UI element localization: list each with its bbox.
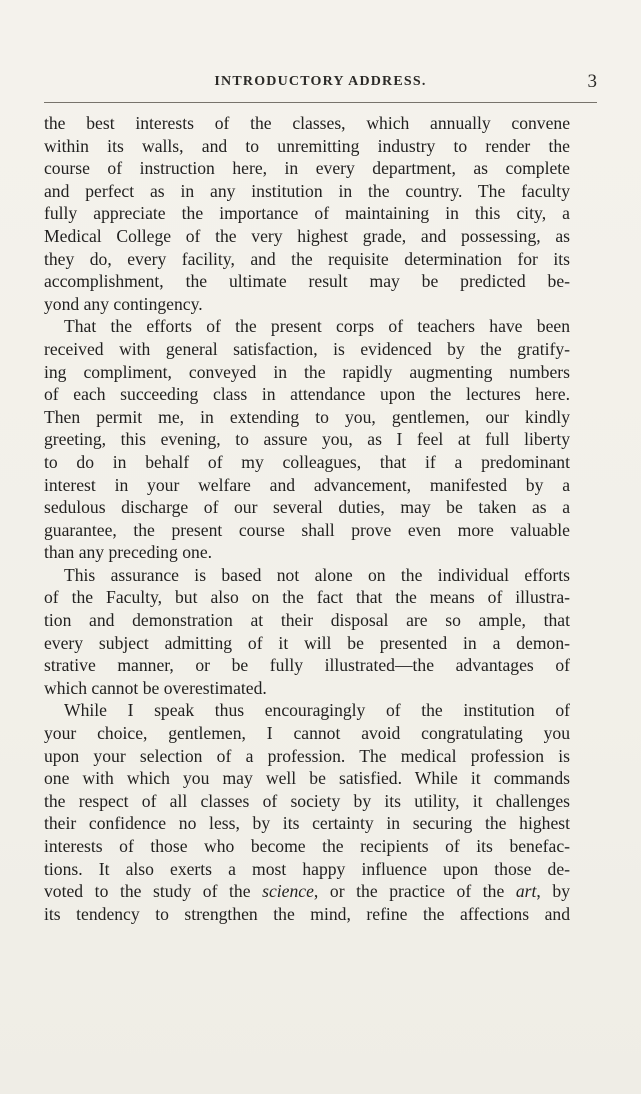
body-text bbox=[44, 112, 570, 925]
text-line: strative manner, or be fully illustrated—the advantages of bbox=[44, 655, 570, 676]
text-line: This assurance is based not alone on the individual efforts bbox=[64, 564, 570, 585]
text-run: , by bbox=[536, 881, 571, 902]
text-line: which cannot be overestimated. bbox=[44, 677, 267, 698]
italic-word: science bbox=[262, 881, 314, 902]
text-line: the best interests of the classes, which annually convene bbox=[44, 113, 570, 133]
text-line: every subject admitting of it will be presented in a demon- bbox=[44, 632, 570, 653]
running-head bbox=[44, 71, 597, 94]
text-line: interests of those who become the recipients of its benefac- bbox=[44, 836, 570, 856]
text-line: sedulous discharge of our several duties, may be taken as a bbox=[44, 497, 570, 518]
text-line: That the efforts of the present corps of teachers have been bbox=[64, 316, 570, 337]
text-line: and perfect as in any institution in the country. The faculty bbox=[44, 180, 570, 201]
paragraph-2 bbox=[44, 315, 570, 564]
text-line: their confidence no less, by its certainty in securing the highest bbox=[44, 813, 570, 834]
text-line: within its walls, and to unremitting industry to render the bbox=[44, 135, 570, 156]
text-line: your choice, gentlemen, I cannot avoid congratulating you bbox=[44, 723, 570, 744]
text-line: upon your selection of a profession. The medical profession is bbox=[44, 745, 570, 766]
text-line: Medical College of the very highest grade, and possessing, as bbox=[44, 225, 570, 246]
page-number: 3 bbox=[587, 71, 597, 92]
text-line: accomplishment, the ultimate result may be predicted be- bbox=[44, 271, 570, 292]
paragraph-3 bbox=[44, 564, 570, 700]
running-title: INTRODUCTORY ADDRESS. bbox=[214, 74, 427, 89]
text-line: guarantee, the present course shall prove even more valuable bbox=[44, 519, 570, 540]
text-run: voted to the study of the bbox=[44, 881, 251, 902]
text-line: yond any contingency. bbox=[44, 293, 203, 314]
text-line: than any preceding one. bbox=[44, 542, 213, 563]
text-run: , or the practice of the bbox=[313, 881, 505, 902]
text-line: to do in behalf of my colleagues, that if a predominant bbox=[44, 451, 570, 472]
text-line: the respect of all classes of society by its utility, it challenges bbox=[44, 790, 570, 811]
text-line: its tendency to strengthen the mind, refine the affections and bbox=[44, 903, 570, 924]
text-line: one with which you may well be satisfied. While it commands bbox=[44, 768, 570, 789]
text-line-with-italics bbox=[44, 880, 570, 903]
text-line: tions. It also exerts a most happy influence upon those de- bbox=[44, 858, 570, 879]
text-line: of each succeeding class in attendance upon the lectures here. bbox=[44, 384, 570, 405]
text-line: tion and demonstration at their disposal are so ample, that bbox=[44, 610, 570, 631]
text-line: Then permit me, in extending to you, gentlemen, our kindly bbox=[44, 406, 570, 427]
text-line: of the Faculty, but also on the fact that the means of illustra- bbox=[44, 587, 570, 608]
text-line: ing compliment, conveyed in the rapidly augmenting numbers bbox=[44, 361, 570, 382]
text-line: they do, every facility, and the requisite determination for its bbox=[44, 248, 570, 269]
paragraph-4 bbox=[44, 699, 570, 925]
header-rule bbox=[44, 102, 597, 103]
text-line: course of instruction here, in every department, as complete bbox=[44, 158, 570, 179]
text-line: received with general satisfaction, is evidenced by the gratify- bbox=[44, 338, 570, 359]
text-line: fully appreciate the importance of maintaining in this city, a bbox=[44, 203, 570, 224]
paragraph-1 bbox=[44, 112, 570, 315]
text-line: greeting, this evening, to assure you, as I feel at full liberty bbox=[44, 429, 570, 450]
text-line: While I speak thus encouragingly of the institution of bbox=[64, 700, 570, 721]
text-line: interest in your welfare and advancement, manifested by a bbox=[44, 474, 570, 495]
italic-word: art bbox=[515, 881, 537, 902]
